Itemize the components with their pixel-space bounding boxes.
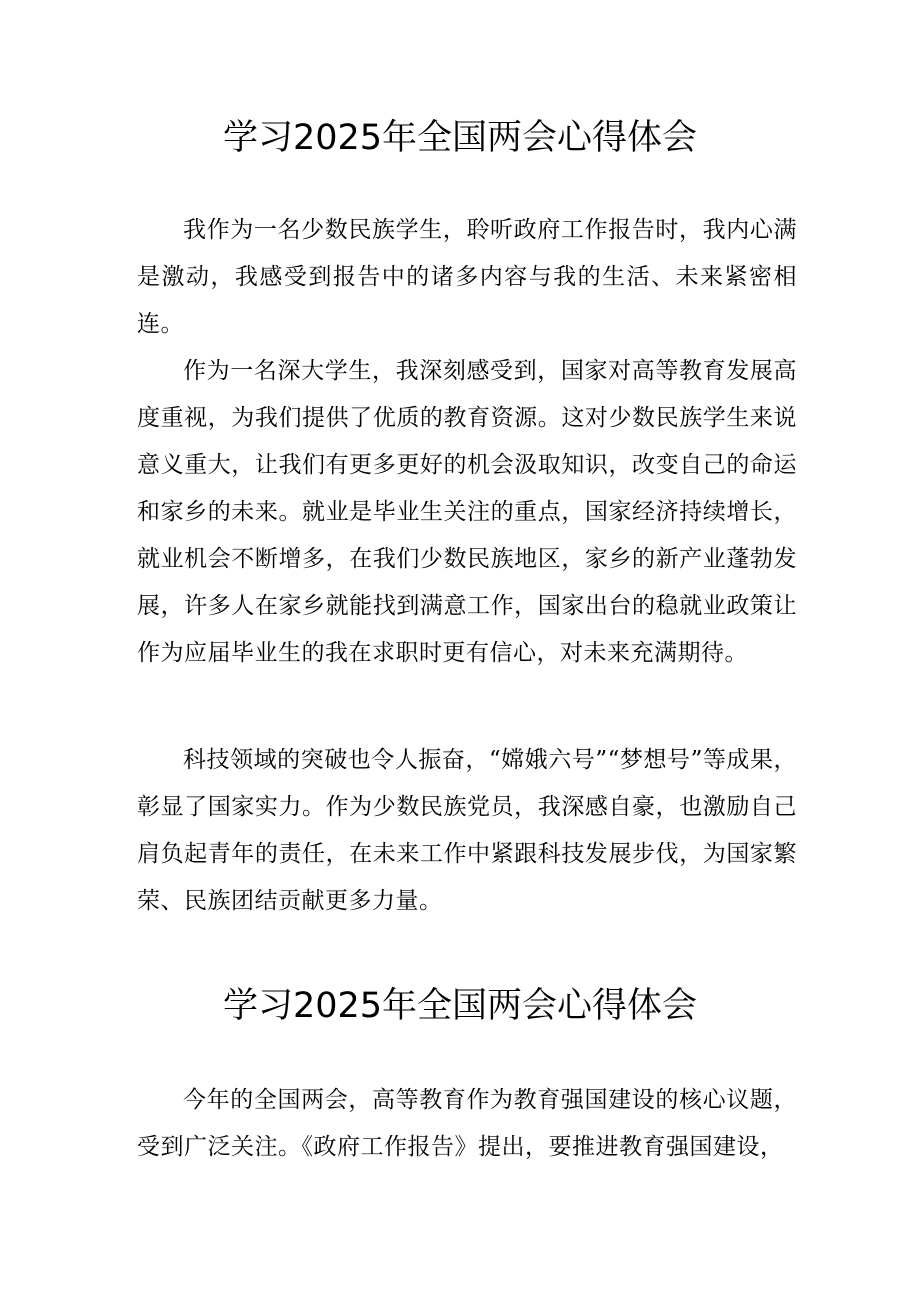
section-1-title: 学习2025年全国两会心得体会 <box>222 118 698 158</box>
section-2-title: 学习2025年全国两会心得体会 <box>222 986 698 1026</box>
section-1-paragraph-2: 作为一名深大学生，我深刻感受到，国家对高等教育发展高度重视，为我们提供了优质的教育资源。这对少数民族学生来说意义重大，让我们有更多更好的机会汲取知识，改变自己的命运和家乡的未来。就业是毕业生关注的重点，国家经济持续增长，就业机会不断增多，在我们少数民族地区，家乡的新产业蓬勃发展，许多人在家乡就能找到满意工作，国家出台的稳就业政策让作为应届毕业生的我在求职时更有信心，对未来充满期待。 <box>137 358 797 666</box>
section-1-paragraph-1: 我作为一名少数民族学生，聆听政府工作报告时，我内心满是激动，我感受到报告中的诸多内容与我的生活、未来紧密相连。 <box>137 217 797 337</box>
section-2-paragraph-1: 今年的全国两会，高等教育作为教育强国建设的核心议题，受到广泛关注。《政府工作报告》提出，要推进教育强国建设， <box>137 1087 797 1160</box>
section-1-paragraph-3: 科技领域的突破也令人振奋，“嫦娥六号”“梦想号”等成果，彰显了国家实力。作为少数民族党员，我深感自豪，也激励自己肩负起青年的责任，在未来工作中紧跟科技发展步伐，为国家繁荣、民族团结贡献更多力量。 <box>137 747 797 914</box>
